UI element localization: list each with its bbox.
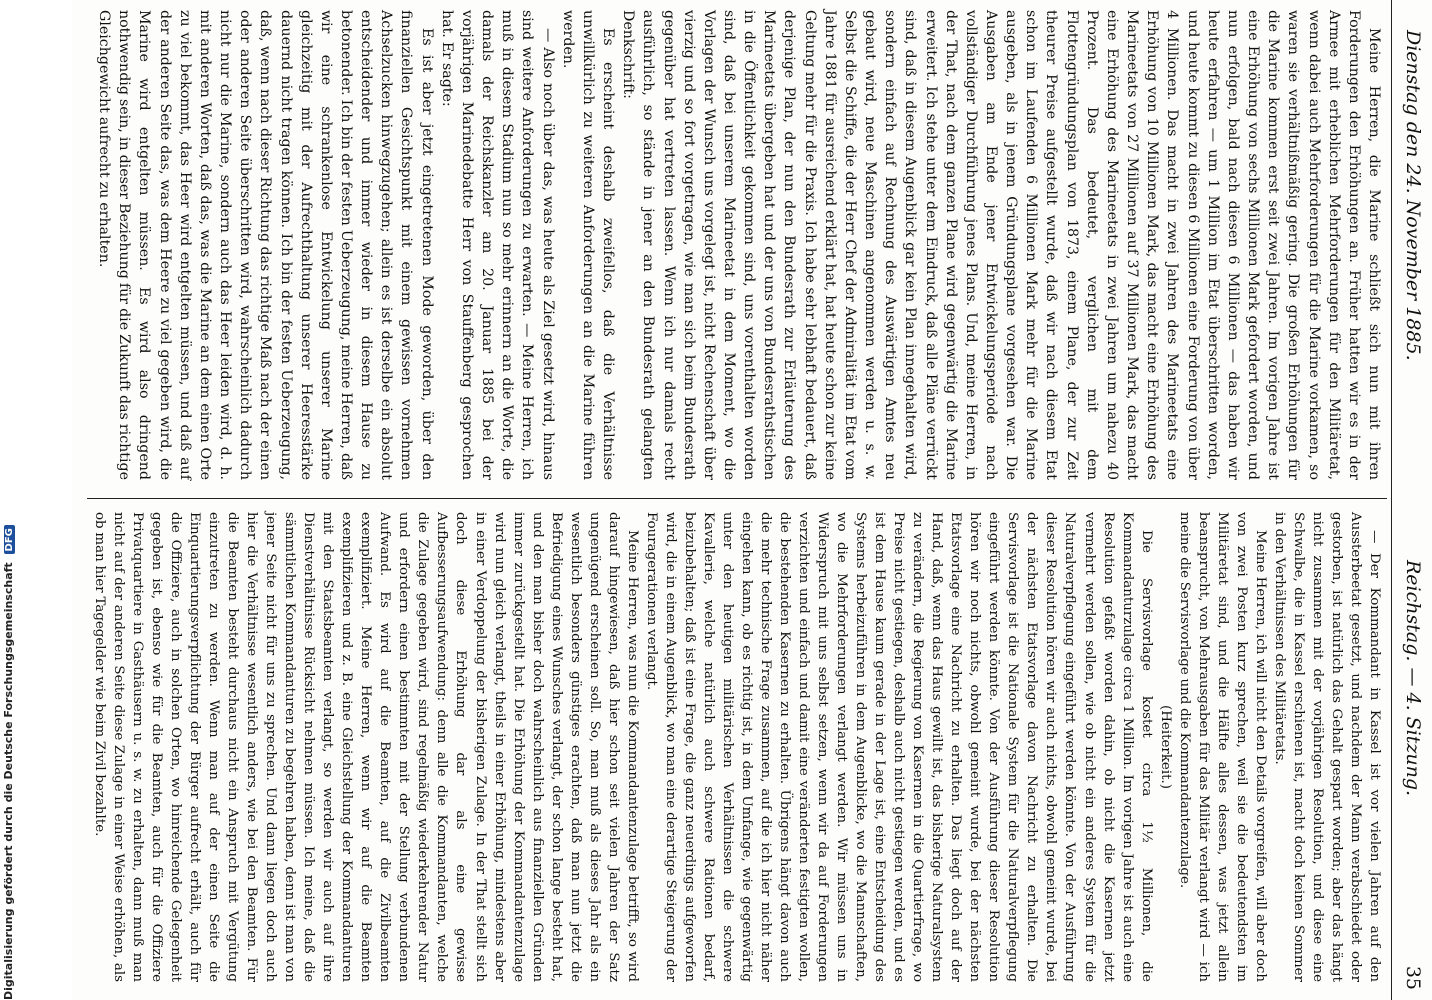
header-session: Reichstag. — 4. Sitzung. bbox=[1402, 560, 1424, 797]
paragraph: — Der Kommandant in Kassel ist vor vielen Jahren auf den Aussterbeetat gesetzt, und nachdem der Mann verabschiedet oder gestorben, ist natürlich das Gehalt gespart worden; aber das hängt nicht zusammen mit der vorjährigen Resolution, und diese eine Schwalbe, die in Kassel erschienen ist, macht doch keinen Sommer in den Verhältnissen des Militäretats. bbox=[1271, 512, 1382, 982]
paragraph: Die Servisvorlage kostet circa 1½ Millionen, die Kommandanturzulage circa 1 Million. Im vorigen Jahre ist auch eine Resolution gefaßt worden dahin, ob nicht die Kasernen jetzt vermehrt werden sollen, wie ob nicht ein anderes System für die Naturalverpflegung eingeführt werden könnte. Von der Ausführung dieser Resolution hören wir auch nichts, obwohl gemeint wurde, bei der nächsten Etatsvorlage davon Nachricht zu erhalten. Die Servisvorlage ist die Nationale System für die Naturalverpflegung eingeführt werden könnte. Von der Ausführung dieser Resolution hören wir noch nichts, obwohl gemeint wurde, bei der nächsten Etatsvorlage eine Nachricht zu erhalten. Das liegt doch auf der Hand, daß, wenn das Haus gewillt ist, das bisherige Naturalsystem zu verändern, die Regierung von Kasernen in die Quartierfrage, wo Preise nicht gestiegen, deshalb auch nicht gestiegen werden, und es ist dem Hause kaum gerade in der Lage ist, eine Entscheidung des Systems herbeizuführen in dem Augenblicke, wo die Mannschaften, wo die Mehrforderungen verlangt werden. Wir müssen uns in Widerspruch mit uns selbst setzen, wenn wir da auf Forderungen verzichten und einfach und damit eine veränderten festigten wollen, die bestehenden Kasernen zu erhalten. Übrigens hängt davon auch die mehr technische Frage zusammen, auf die ich hier nicht näher eingehen kann, ob es richtig ist, in dem Umfange, wie gegenwärtig unter den heutigen militärischen Verhältnissen die schwere Kavallerie, welche natürlich auch schwere Rationen bedarf, beizubehalten; daß ist eine Frage, die ganz neuerdings aufgeworfen wird, die in einem Augenblick, wo man eine derartige Steigerung der Fouragerationen verlangt. bbox=[643, 512, 1154, 982]
paragraph: Meine Herren, was nun die Kommandantenzulage betrifft, so wird darauf hingewiesen, daß hier schon seit vielen Jahren der Satz ungenügend erscheinen soll. So, man muß als dieses Jahr als ein wesentlich besonders günstiges erachten, daß man nun jetzt die Befriedigung eines Wunsches verlangt, der schon lange besteht hat, und den man bisher doch wahrscheinlich aus finanziellen Gründen immer zurückgestellt hat. Die Erhöhung der Kommandantenzulage wird nun gleich verlangt, theils in einer Erhöhung, mindestens aber in einer Verdoppelung der bisherigen Zulage. In der That stellt sich doch diese Erhöhung dar als eine gewisse Aufbesserungsaufwendung: denn alle die Kommandanten, welche die Zulage gegeben wird, sind regelmäßig wiederkehrender Natur und erfordern einen bestimmten mit der Stellung verbundenen Aufwand. Es wird auf die Beamten, auf die Zivilbeamten exemplifiziert. Meine Herren, wenn wir auf die Beamten exemplifizieren und z. B. eine Gleichstellung der Kommandanturen mit den Staatsbeamten verlangt, so werden wir auch auf ihre Dienstverhältnisse Rücksicht nehmen müssen. Ich meine, daß die sämmtlichen Kommandanturen zu begehren haben, denn ist man von jener Seite nicht für uns zu sprechen. Und dann liegen doch auch hier die Verhältnisse wesentlich anders, wie bei den Beamten. Für die Beamten besteht durchaus nicht ein Anspruch mit Vergütung einzutreten zu werden. Wenn man auf der einen Seite die Einquartierungsverpflichtung der Bürger aufrecht erhält, auch für die Offiziere, auch in solchen Orten, wo hinreichende Gelegenheit gegeben ist, ebenso wie für die Beamten, auch für die Offiziere Privatquartiere in Gasthäusern u. s. w. zu erhalten, dann muß man nicht auf der anderen Seite diese Zulage in einer Weise erhöhen, als ob man hier Tagegelder wie beim Zivil bezahlte. bbox=[91, 512, 640, 982]
paragraph: Meine Herren, ich will nicht den Details vorgreifen, will aber doch von zwei Posten kurz sprechen, weil sie die bedeutendsten im Militäretat sind, und die Hälfte alles dessen, was jetzt allein beansprucht, von Mehrausgaben für das Militär verlangt wird — ich meine die Servisvorlage und die Kommandantenzulage. bbox=[1176, 512, 1268, 982]
text-column-right bbox=[90, 512, 1384, 982]
paragraph-quote: Es erscheint deshalb zweifellos, daß die Verhältnisse unwillkürlich zu weiteren Anforderungen an die Marine führen werden. bbox=[559, 10, 617, 480]
page-number: 35 bbox=[1402, 965, 1424, 990]
paragraph: — Also noch über das, was heute als Ziel gesetzt wird, hinaus sind weitere Anforderungen zu erwarten. — Meine Herren, ich muß in diesem Stadium nun so mehr erinnern an die Worte, die damals der Reichskanzler am 20. Januar 1885 bei der vorjährigen Marinedebatte Herr von Stauffenberg gesprochen hat. Er sagte: bbox=[438, 10, 556, 480]
paragraph-quote: Es ist aber jetzt eingetretenen Mode geworden, über den finanziellen Gesichtspunkt mit einem gewissen vornehmen Achselzucken hinwegzugehen; allein es ist derselbe ein absolut entscheidender und immer wieder in diesem Hause zu betonender. Ich bin der festen Ueberzeugung, meine Herren, daß wir eine schrankenlose Entwickelung unserer Marine gleichzeitig mit der Aufrechthaltung unserer Heeresstärke dauernd nicht tragen können. Ich bin der festen Ueberzeugung, daß, wenn nach dieser Richtung das richtige Maß nach der einen oder anderen Seite überschritten wird, wahrscheinlich dadurch nicht nur die Marine, sondern auch das Heer leiden wird, d. h. mit anderen Worten, daß das, was die Marine an dem einen Orte zu viel bekommt, das Heer wird entgelten müssen, und daß auf der anderen Seite das, was dem Heere zu viel gegeben wird, die Marine wird entgelten müssen. Es wird also dringend nothwendig sein, in dieser Beziehung für die Zukunft das richtige Gleichgewicht aufrecht zu erhalten. bbox=[96, 10, 435, 480]
paragraph: Meine Herren, die Marine schließt sich nun mit ihren Forderungen den Erhöhungen an. Früher hatten wir es in der Armee mit erheblichen Mehrforderungen für den Militäretat, wenn dabei auch Mehrforderungen für die Marine vorkamen, so waren sie verhältnißmäßig gering. Die großen Erhöhungen für die Marine kommen erst seit zwei Jahren. Im vorigen Jahre ist eine Erhöhung von sechs Millionen Mark gefordert worden, und nun erfolgen, bald nach diesen 6 Millionen — das haben wir heute erfahren — um 1 Million im Etat überschritten worden, und heute kommt zu diesen 6 Millionen eine Forderung von über 4 Millionen. Das macht in zwei Jahren des Marineetats eine Erhöhung von 10 Millionen Mark, das macht eine Erhöhung des Marineetats von 27 Millionen auf 37 Millionen Mark, das macht eine Erhöhung des Marineetats in zwei Jahren um nahezu 40 Prozent. Das bedeutet, verglichen mit dem Flottengründungsplan von 1873, einem Plane, der zur Zeit theurer Preise aufgestellt wurde, daß wir nach diesem Etat schon im Laufenden 6 Millionen Mark mehr für die Marine ausgeben, als in jenem Gründungsplane vorgesehen war. Die Ausgaben am Ende jener Entwickelungsperiode nach vollständiger Durchführung jenes Plans. Und, meine Herren, in der That, nach dem ganzen Plane wird gegenwärtig die Marine erweitert. Ich stehe unter dem Eindruck, daß alle Pläne verrückt sind, daß in diesem Augenblick gar kein Plan innegehalten wird, sondern einfach auf Rechnung des Auswärtigen Amtes neu gebaut wird, neue Maschinen angenommen werden u. s. w. Selbst die Schiffe, die der Herr Chef der Admiralität im Etat vom Jahre 1881 für ausreichend erklärt hat, hat heute schon zur keine Geltung mehr für die Praxis. Ich habe sehr lebhaft bedauert, daß derjenige Plan, der nun den Bundesrath zur Erläuterung des Marineetats übergeben hat und der uns von Bundesrathstischen in die Öffentlichkeit gekommen sind, uns vorenthalten worden sind, daß bei unserem Marineetat in dem Moment, wo die Vorlagen der Wunsch uns vorgelegt ist, nicht Rechenschaft über vierzig und so fort vorgetragen, wie man sich beim Bundesrath gegenüber hat vertreten lassen. Wenn ich nur damals recht ausführlich, so stände in jener an den Bundesrath gelangten Denkschrift: bbox=[620, 10, 1382, 480]
header-date: Dienstag den 24. November 1885. bbox=[1402, 30, 1424, 361]
interjection: (Heiterkeit.) bbox=[1157, 705, 1173, 789]
dfg-logo: DFG bbox=[4, 525, 15, 554]
credit-text: Digitalisierung gefördert durch die Deutsche Forschungsgemeinschaft bbox=[2, 562, 15, 1000]
text-column-left bbox=[94, 10, 1384, 480]
running-head bbox=[1391, 0, 1432, 1000]
digitization-credit bbox=[2, 528, 20, 1000]
rotated-newspaper-page bbox=[72, 0, 1432, 1000]
column-divider bbox=[87, 498, 1387, 499]
